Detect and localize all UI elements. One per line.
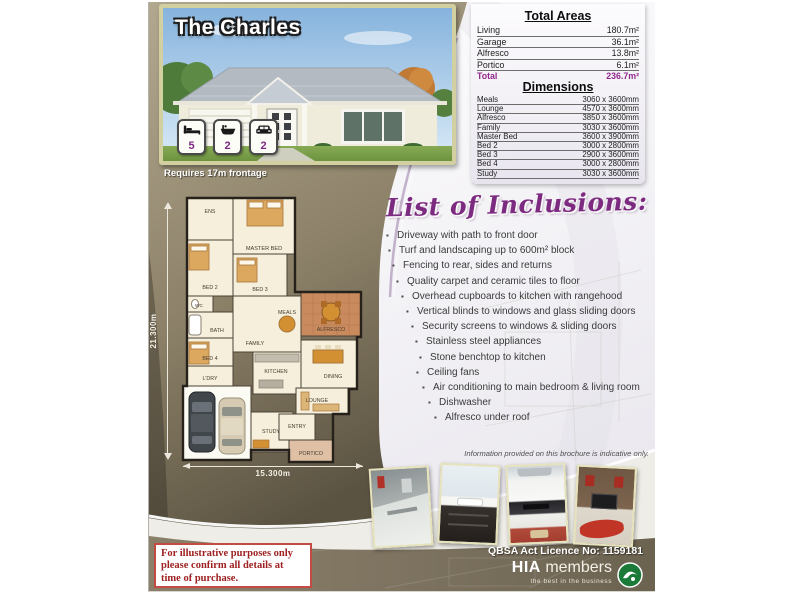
decor (448, 513, 488, 517)
inclusions-title: List of Inclusions: (385, 186, 648, 223)
dimensions-title: Dimensions (522, 79, 594, 94)
table-row (477, 60, 639, 72)
baths-count: 2 (224, 140, 231, 152)
row-value: 6.1m² (616, 59, 639, 70)
total-areas-table (477, 25, 639, 82)
row-label: Bed 3 (477, 150, 498, 160)
floorplan (175, 192, 371, 472)
arrow-down-icon (164, 453, 172, 460)
room-label: KITCHEN (264, 369, 288, 375)
arrow-up-icon (164, 202, 172, 209)
room-label: FAMILY (245, 341, 265, 347)
car-dark (189, 392, 215, 452)
table-row (477, 37, 639, 49)
specs-panel (471, 4, 645, 184)
hia-brand: HIA (511, 559, 541, 576)
decor (585, 475, 595, 486)
floorplan-svg (175, 192, 371, 472)
height-dimension (149, 202, 173, 460)
room-label: PORTICO (298, 451, 324, 457)
hia-text (512, 560, 612, 589)
disclaimer-box: For illustrative purposes only please confirm all details at time of purchase. (154, 543, 312, 588)
feature-badges (177, 119, 278, 155)
photo-dining (369, 465, 434, 549)
house-photo-card (159, 4, 456, 165)
row-label: Garage (477, 36, 507, 47)
row-label: Living (477, 25, 500, 35)
room-label: WC (195, 304, 203, 309)
room-label: MEALS (278, 310, 296, 316)
frontage-note: Requires 17m frontage (164, 168, 267, 179)
row-value: 3000 x 2800mm (582, 140, 639, 150)
height-dimension-label: 21.300m (149, 313, 158, 349)
design-title: The Charles (175, 16, 301, 39)
decor (517, 467, 551, 476)
car-light (219, 398, 245, 454)
room-label: ENTRY (288, 424, 306, 430)
decor (377, 476, 385, 488)
row-value: 2900 x 3600mm (582, 150, 639, 160)
dimension-line (167, 209, 168, 453)
inclusion-item: ▪ Quality carpet and ceramic tiles to floor (396, 274, 640, 289)
room-label: BED 2 (202, 285, 218, 291)
inclusion-item: ▪ Security screens to windows & sliding doors (411, 319, 640, 334)
inclusions-list (386, 228, 640, 426)
tv (591, 493, 618, 509)
bed-icon (183, 124, 201, 136)
room-label: MASTER BED (245, 246, 283, 252)
car-icon (255, 124, 273, 136)
inclusion-item: ▪ Vertical blinds to windows and glass sliding doors (406, 304, 640, 319)
beds-badge (177, 119, 206, 155)
table-row (477, 170, 639, 179)
table-row (477, 48, 639, 60)
room-label: BATH (210, 328, 224, 334)
bathtub (189, 315, 201, 335)
arrow-right-icon (356, 463, 363, 469)
row-label: Alfresco (477, 48, 509, 59)
row-value: 13.8m² (611, 48, 639, 59)
rug (579, 518, 624, 540)
row-value: 3030 x 3600mm (582, 122, 639, 132)
room-label: ENS (204, 209, 216, 215)
row-label: Meals (477, 94, 499, 104)
inclusion-item: ▪ Stainless steel appliances (415, 334, 640, 349)
photo-vanity (437, 463, 500, 546)
inclusion-item: ▪ Stone benchtop to kitchen (419, 350, 640, 365)
row-label: Family (477, 122, 501, 132)
decor (401, 478, 412, 493)
inclusion-item: ▪ Driveway with path to front door (386, 228, 640, 243)
row-label: Bed 2 (477, 140, 498, 150)
decor (457, 497, 483, 506)
width-dimension-label: 15.300m (255, 469, 291, 478)
row-label: Alfresco (477, 113, 506, 123)
gallery (371, 464, 635, 547)
decor (614, 476, 624, 487)
hia-members-label: members (545, 559, 612, 576)
room-label: ALFRESCO (316, 327, 346, 333)
arrow-left-icon (183, 463, 190, 469)
info-note: Information provided on this brochure is indicative only. (464, 449, 649, 458)
row-value: 36.1m² (611, 36, 639, 47)
row-value: 3600 x 3900mm (582, 131, 639, 141)
width-dimension (183, 466, 363, 478)
inclusion-item: ▪ Fencing to rear, sides and returns (392, 258, 640, 273)
row-label: Bed 4 (477, 159, 498, 169)
room-label: BED 3 (252, 287, 268, 293)
row-value: 3850 x 3600mm (582, 113, 639, 123)
row-label: Portico (477, 59, 505, 70)
row-value: 4570 x 3600mm (582, 104, 639, 114)
decor (530, 530, 548, 539)
decor (387, 506, 417, 515)
row-value: 180.7m² (606, 25, 639, 35)
baths-badge (213, 119, 242, 155)
inclusion-item: ▪ Turf and landscaping up to 600m² block (388, 243, 640, 258)
hia-logo-icon (617, 562, 643, 588)
bath-icon (219, 124, 237, 136)
inclusion-item: ▪ Dishwasher (428, 395, 640, 410)
room-label: BED 4 (202, 356, 218, 362)
cars-badge (249, 119, 278, 155)
hia-members-block (512, 560, 643, 589)
row-label: Study (477, 168, 498, 178)
row-value: 3030 x 3600mm (582, 168, 639, 178)
beds-count: 5 (188, 140, 195, 152)
row-label: Total (477, 71, 498, 82)
room-label: STUDY (262, 429, 280, 435)
photo-living (573, 464, 637, 547)
dimension-line (183, 466, 363, 467)
row-value: 3000 x 2800mm (582, 159, 639, 169)
decor (448, 523, 488, 527)
total-areas-title: Total Areas (524, 9, 592, 23)
inclusion-item: ▪ Overhead cupboards to kitchen with rangehood (401, 289, 640, 304)
room-label: L'DRY (202, 376, 218, 382)
inclusion-item: ▪ Alfresco under roof (434, 410, 640, 425)
brochure-sheet (148, 2, 655, 592)
cars-count: 2 (260, 140, 267, 152)
decor (523, 503, 549, 509)
table-row (477, 25, 639, 37)
licence-text: QBSA Act Licence No: 1159181 (487, 545, 643, 557)
row-value: 3060 x 3600mm (582, 94, 639, 104)
row-value: 236.7m² (606, 71, 639, 82)
inclusion-item: ▪ Ceiling fans (416, 365, 640, 380)
room-label: LOUNGE (305, 398, 329, 404)
dimensions-table (477, 96, 639, 179)
hia-tagline: the best in the business (530, 578, 612, 585)
row-label: Master Bed (477, 131, 518, 141)
photo-kitchen (505, 463, 568, 546)
room-label: DINING (323, 374, 343, 380)
inclusion-item: ▪ Air conditioning to main bedroom & living room (422, 380, 640, 395)
row-label: Lounge (477, 104, 504, 114)
